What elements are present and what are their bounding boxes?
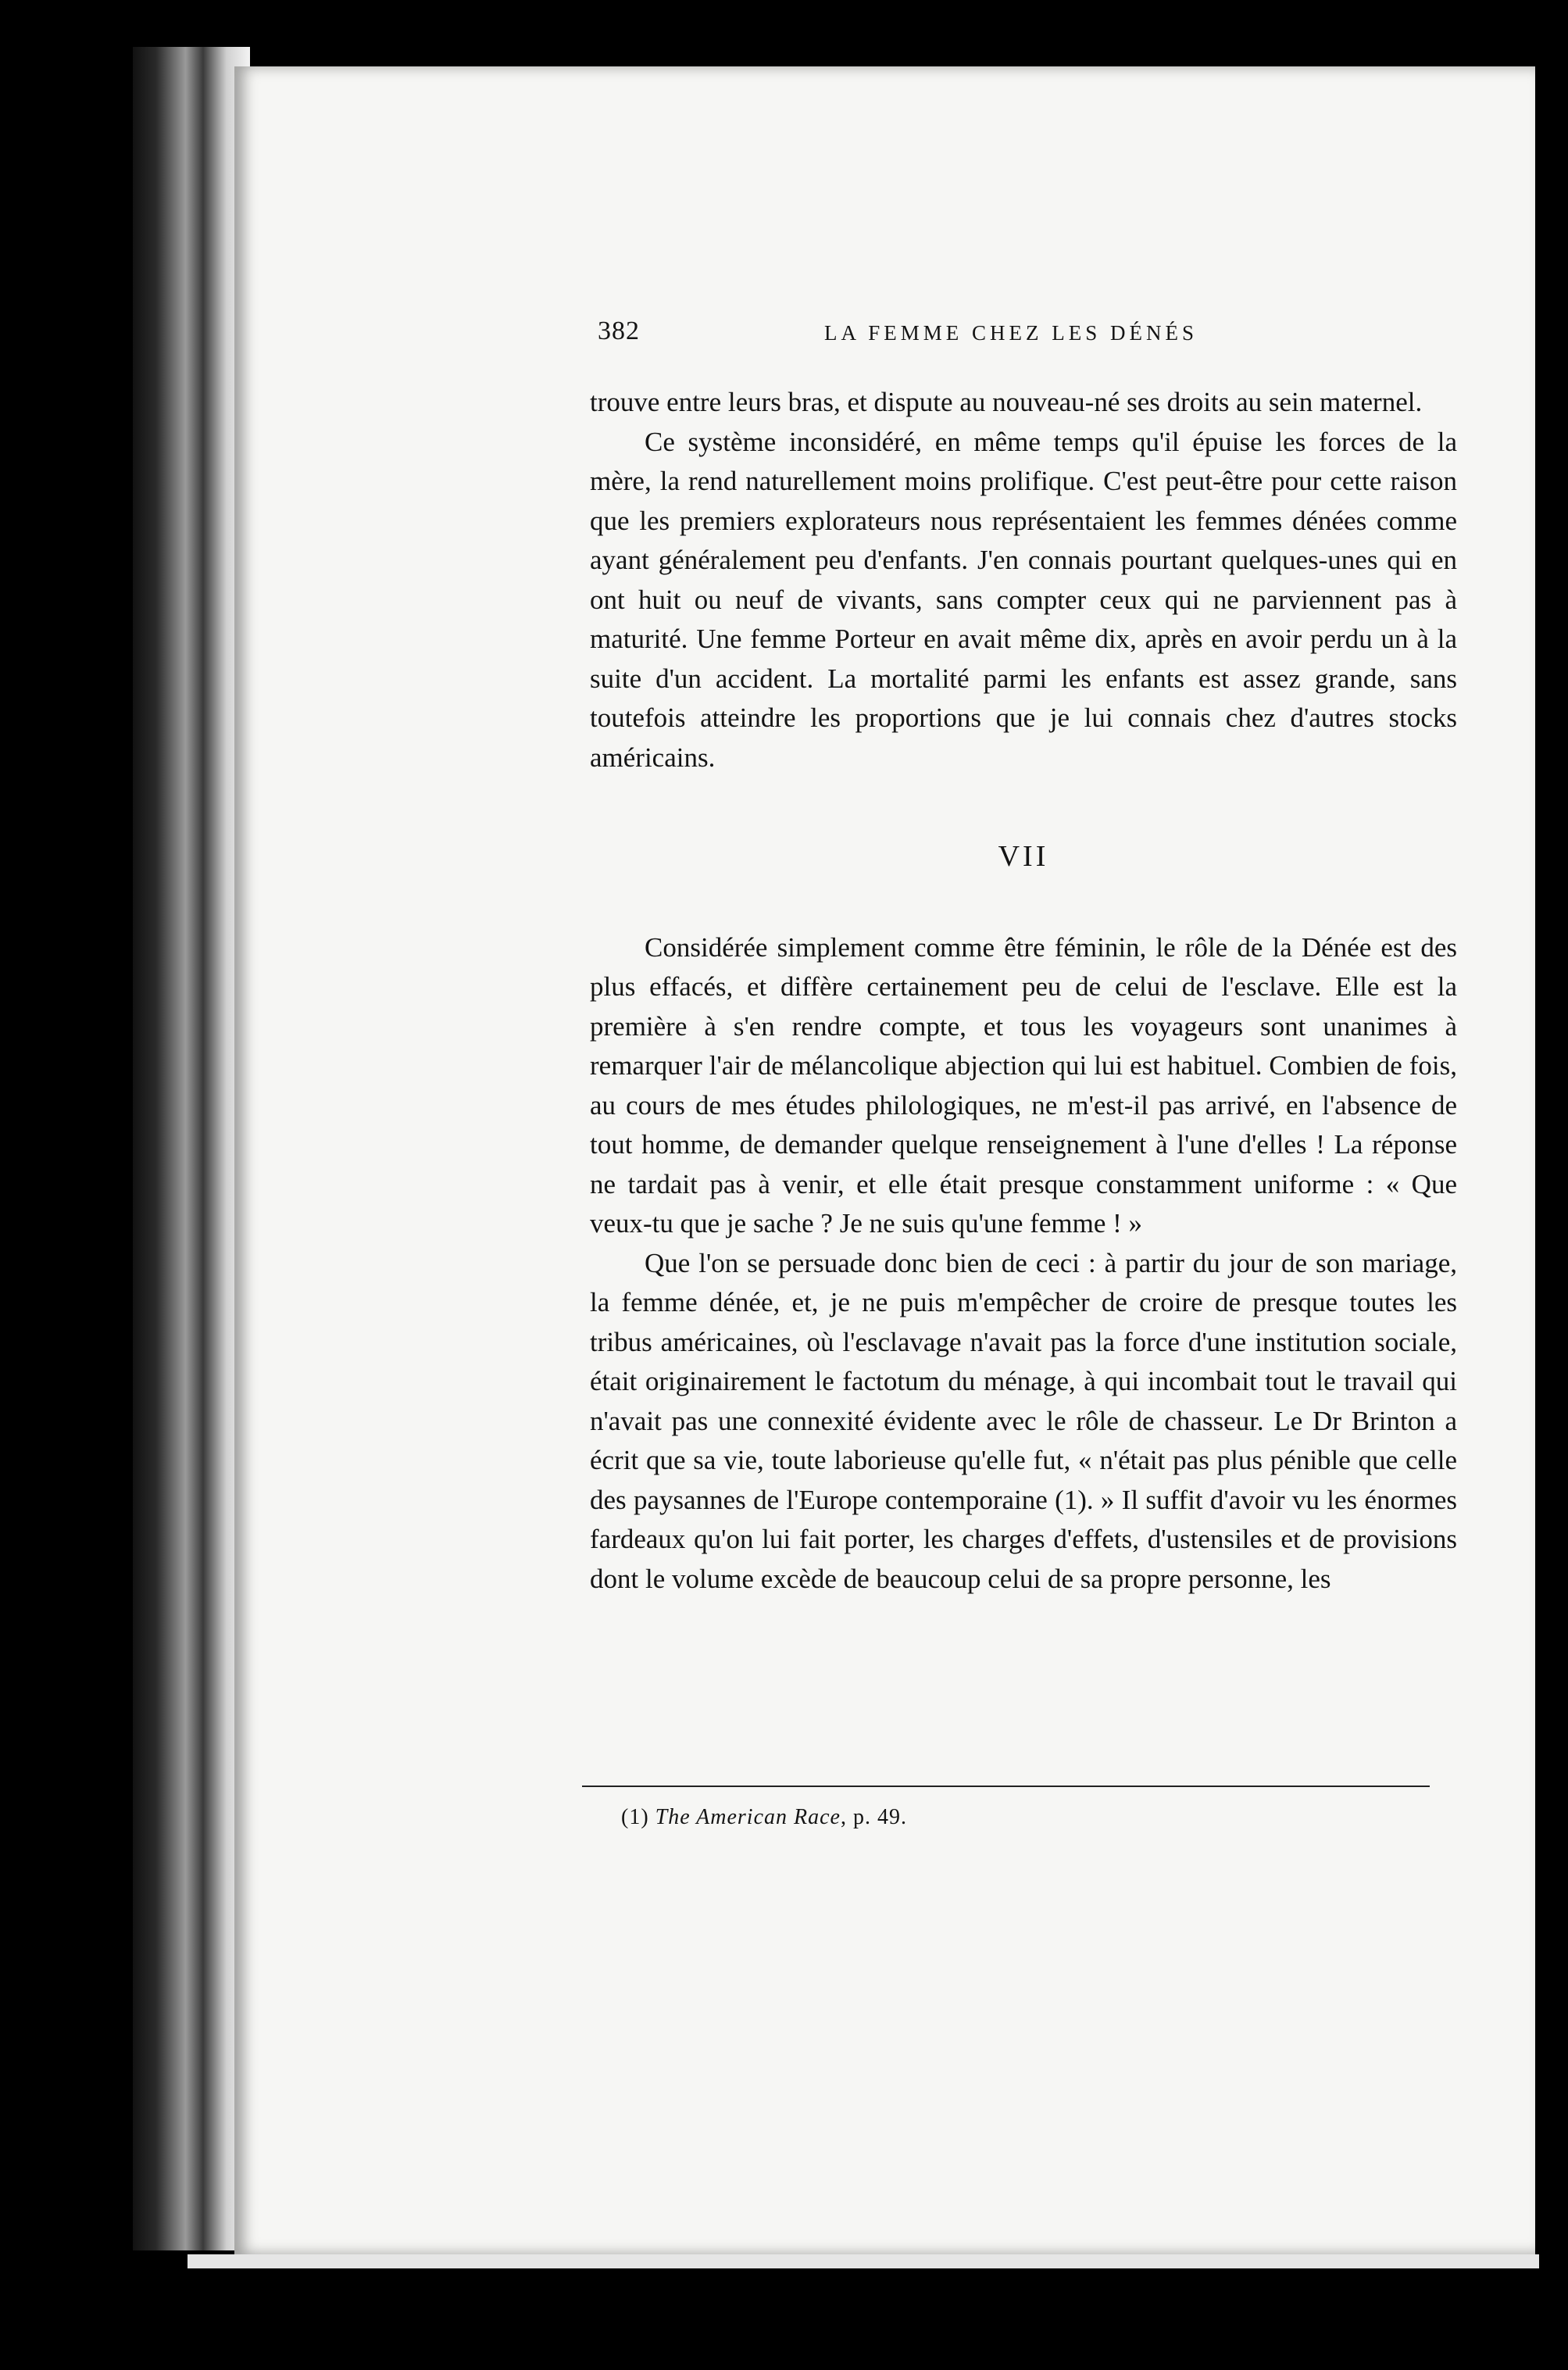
footnote-rule: [582, 1786, 1430, 1787]
footnote-page-ref: , p. 49.: [840, 1805, 907, 1829]
footnote-marker: (1): [621, 1805, 649, 1829]
running-title: LA FEMME CHEZ LES DÉNÉS: [824, 321, 1198, 345]
footnote: [621, 1805, 907, 1830]
body-text: [590, 383, 1457, 1599]
footnote-title: The American Race: [655, 1805, 841, 1829]
paragraph: Considérée simplement comme être féminin, le rôle de la Dénée est des plus effacés, et diffère certainement peu de celui de l'esclave. Elle est la première à s'en rendre compte, et tous les voyageurs sont unanimes à remarquer l'air de mélancolique abjection qui lui est habituel. Combien de fois, au cours de mes études philologiques, ne m'est-il pas arrivé, en l'absence de tout homme, de demander quelque renseignement à l'une d'elles ! La réponse ne tardait pas à venir, et elle était presque constamment uniforme : « Que veux-tu que je sache ? Je ne suis qu'une femme ! »: [590, 931, 1457, 1239]
section-heading: VII: [998, 840, 1049, 873]
page-number: 382: [598, 316, 640, 345]
paragraph: Ce système inconsidéré, en même temps qu'il épuise les forces de la mère, la rend naturellement moins prolifique. C'est peut-être pour cette raison que les premiers explorateurs nous représentaient les femmes dénées comme ayant généralement peu d'enfants. J'en connais pourtant quelques-unes qui en ont huit ou neuf de vivants, sans compter ceux qui ne parviennent pas à maturité. Une femme Porteur en avait même dix, après en avoir perdu un à la suite d'un accident. La mortalité parmi les enfants est assez grande, sans toutefois atteindre les proportions que je lui connais chez d'autres stocks américains.: [590, 426, 1457, 773]
running-head: [598, 316, 1457, 356]
paragraph-continued: trouve entre leurs bras, et dispute au nouveau-né ses droits au sein maternel.: [590, 387, 1423, 417]
paragraph: Que l'on se persuade donc bien de ceci : à partir du jour de son mariage, la femme dénée, et, je ne puis m'empêcher de croire de presque toutes les tribus américaines, où l'esclavage n'avait pas la force d'une institution sociale, était originairement le factotum du ménage, à qui incombait tout le travail qui n'avait pas une connexité évidente avec le rôle de chasseur. Le Dr Brinton a écrit que sa vie, toute laborieuse qu'elle fut, « n'était pas plus pénible que celle des paysannes de l'Europe contemporaine (1). » Il suffit d'avoir vu les énormes fardeaux qu'on lui fait porter, les charges d'effets, d'ustensiles et de provisions dont le volume excède de beaucoup celui de sa propre personne, les: [590, 1247, 1457, 1594]
page-bottom-edge: [188, 2254, 1539, 2268]
book-binding-edge: [133, 47, 250, 2250]
